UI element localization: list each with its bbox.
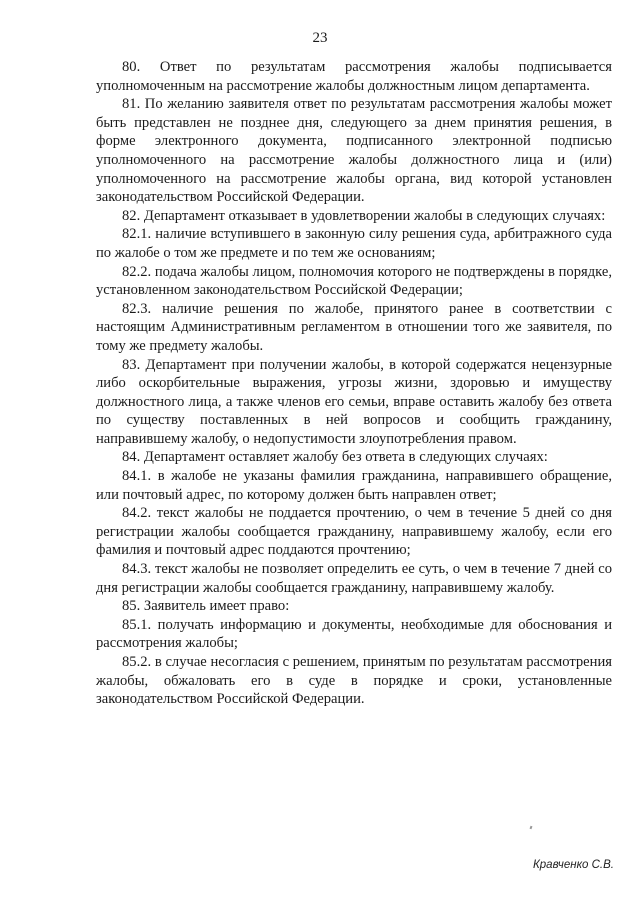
- paragraph-82-3: 82.3. наличие решения по жалобе, принятого ранее в соответствии с настоящим Административным регламентом в отношении того же заявителя, по тому же предмету жалобы.: [96, 300, 612, 354]
- paragraph-82-2: 82.2. подача жалобы лицом, полномочия которого не подтверждены в порядке, установленном законодательством Российской Федерации;: [96, 263, 612, 299]
- paragraph-83: 83. Департамент при получении жалобы, в которой содержатся нецензурные либо оскорбительные выражения, угрозы жизни, здоровью и имуществу должностного лица, а также членов его семьи, вправе оставить жалобу без ответа по существу поставленных в ней вопросов и сообщить гражданину, направившему жалобу, о недопустимости злоупотребления правом.: [96, 356, 612, 447]
- paragraph-84-1: 84.1. в жалобе не указаны фамилия гражданина, направившего обращение, или почтовый адрес, по которому должен быть направлен ответ;: [96, 468, 612, 503]
- paragraph-85-2: 85.2. в случае несогласия с решением, принятым по результатам рассмотрения жалобы, обжаловать его в суде в порядке и сроки, установленные законодательством Российской Федерации.: [96, 654, 612, 708]
- paragraph-81: 81. По желанию заявителя ответ по результатам рассмотрения жалобы может быть представлен не позднее дня, следующего за днем принятия решения, в форме электронного документа, подписанного электронной подписью уполномоченного на рассмотрение жалобы должностного лица и (или) уполномоченного на рассмотрение жалобы органа, вид которой установлен законодательством Российской Федерации.: [96, 96, 612, 206]
- paragraph-85: 85. Заявитель имеет право:: [122, 598, 290, 615]
- document-body: [96, 58, 612, 709]
- paragraph-84-2: 84.2. текст жалобы не поддается прочтению, о чем в течение 5 дней со дня регистрации жалобы сообщается гражданину, направившему жалобу, если его фамилия и почтовый адрес поддаются прочтению;: [96, 505, 612, 559]
- page-number: 23: [312, 30, 328, 46]
- paragraph-84: 84. Департамент оставляет жалобу без ответа в следующих случаях:: [122, 449, 548, 466]
- scan-speck: [530, 826, 533, 830]
- paragraph-82: 82. Департамент отказывает в удовлетворении жалобы в следующих случаях:: [122, 207, 606, 224]
- paragraph-80: 80. Ответ по результатам рассмотрения жалобы подписывается уполномоченным на рассмотрение жалобы должностным лицом департамента.: [96, 59, 612, 94]
- paragraph-84-3: 84.3. текст жалобы не позволяет определить ее суть, о чем в течение 7 дней со дня регистрации жалобы сообщается гражданину, направившему жалобу.: [96, 561, 612, 596]
- paragraph-82-1: 82.1. наличие вступившего в законную силу решения суда, арбитражного суда по жалобе о том же предмете и по тем же основаниям;: [96, 226, 612, 261]
- paragraph-85-1: 85.1. получать информацию и документы, необходимые для обоснования и рассмотрения жалобы;: [96, 616, 612, 652]
- signature-stamp: Кравченко С.В.: [533, 859, 614, 871]
